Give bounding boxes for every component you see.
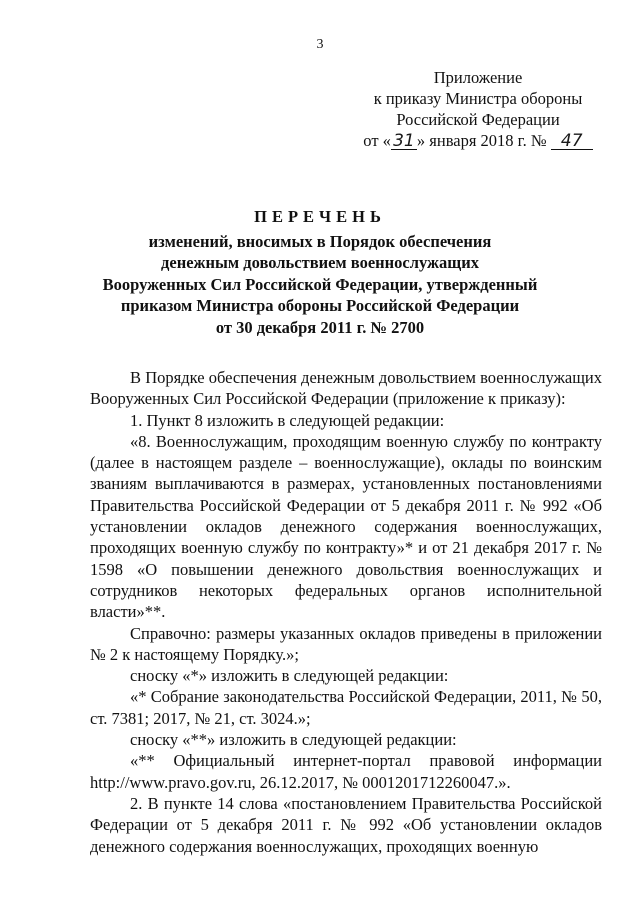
- title-line-4: приказом Министра обороны Российской Федерации: [120, 296, 520, 315]
- title-line-3: Вооруженных Сил Российской Федерации, утвержденный: [102, 274, 538, 294]
- title-heading: ПЕРЕЧЕНЬ: [254, 207, 386, 226]
- item-8-text: «8. Военнослужащим, проходящим военную службу по контракту (далее в настоящем разделе – военнослужащие), оклады по воинским званиям выплачиваются в размерах, установленных постановлениями Правительства Российской Федерации от 5 декабря 2011 г. № 992 «Об установлении окладов денежного содержания военнослужащих, проходящих военную службу по контракту»* и от 21 декабря 2017 г. № 1598 «О повышении денежного довольствия военнослужащих и сотрудников некоторых федеральных органов исполнительной власти»**.: [90, 431, 602, 622]
- appendix-order-ref: к приказу Министра обороны: [373, 89, 583, 108]
- appendix-date-line: [340, 130, 616, 151]
- page-number: 3: [316, 37, 324, 52]
- footnote-2-text: «** Официальный интернет-портал правовой информации http://www.pravo.gov.ru, 26.12.2017, № 0001201712260047.».: [90, 751, 602, 792]
- appendix-country: Российской Федерации: [396, 110, 560, 129]
- handwritten-order-number: 47: [551, 133, 593, 150]
- item-2-text: 2. В пункте 14 слова «постановлением Правительства Российской Федерации от 5 декабря 2011 г. № 992 «Об установлении окладов денежного содержания военнослужащих, проходящих военную: [90, 793, 602, 856]
- appendix-block: [340, 67, 616, 151]
- title-line-1: изменений, вносимых в Порядок обеспечения: [148, 231, 492, 251]
- date-middle: » января 2018 г. №: [416, 131, 547, 150]
- document-title: [0, 206, 640, 338]
- title-line-2: денежным довольствием военнослужащих: [161, 253, 479, 272]
- item-1-heading: 1. Пункт 8 изложить в следующей редакции:: [130, 410, 445, 430]
- intro-paragraph: В Порядке обеспечения денежным довольствием военнослужащих Вооруженных Сил Российской Федерации (приложение к приказу):: [90, 368, 602, 409]
- appendix-title: Приложение: [433, 68, 523, 87]
- footnote-1-text: «* Собрание законодательства Российской Федерации, 2011, № 50, ст. 7381; 2017, № 21, ст. 3024.»;: [90, 687, 602, 728]
- footnote-1-heading: сноску «*» изложить в следующей редакции:: [130, 666, 449, 686]
- title-line-5: от 30 декабря 2011 г. № 2700: [215, 317, 425, 337]
- date-prefix: от «: [363, 131, 391, 150]
- reference-note: Справочно: размеры указанных окладов приведены в приложении № 2 к настоящему Порядку.»;: [90, 623, 602, 664]
- document-body: [90, 367, 602, 857]
- footnote-2-heading: сноску «**» изложить в следующей редакции:: [130, 730, 457, 750]
- handwritten-day: 31: [391, 133, 417, 150]
